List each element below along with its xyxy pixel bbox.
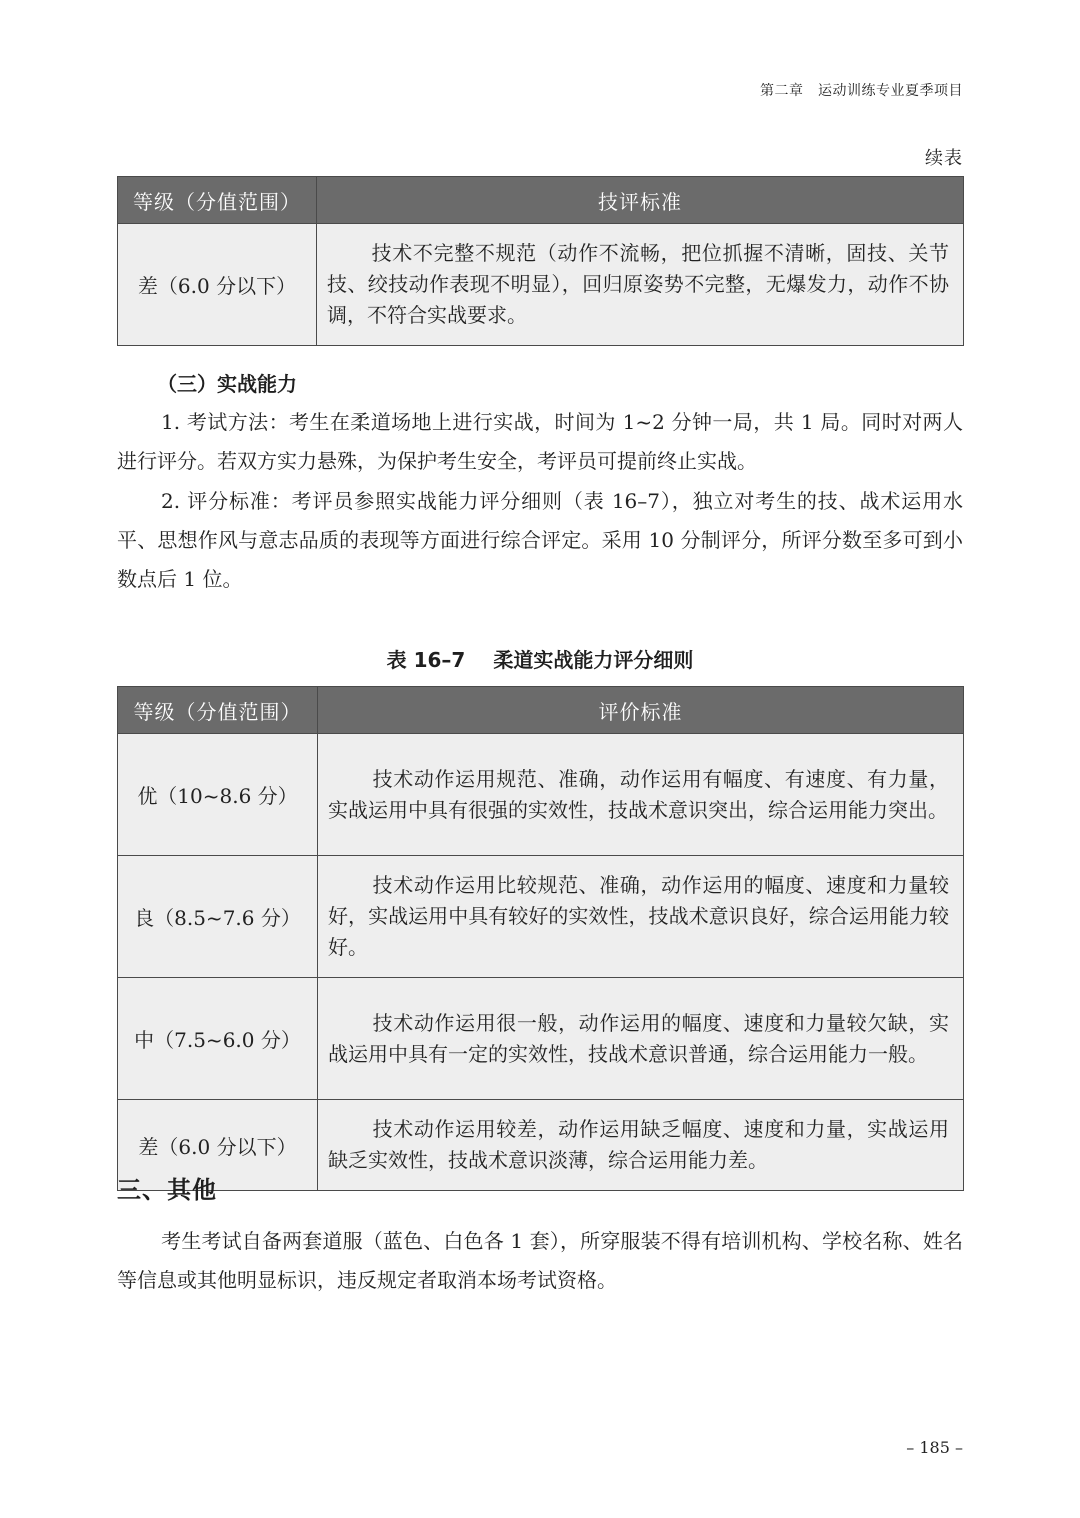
criteria-text: 技术动作运用很一般，动作运用的幅度、速度和力量较欠缺，实战运用中具有一定的实效性，技战术意识普通，综合运用能力一般。 [328, 1010, 949, 1066]
table-caption-number: 表 16–7 [386, 648, 466, 672]
table-row [118, 1100, 964, 1191]
criteria-text: 技术动作运用比较规范、准确，动作运用的幅度、速度和力量较好，实战运用中具有较好的实效性，技战术意识良好，综合运用能力较好。 [328, 873, 949, 959]
grade-level-cell: 中（7.5~6.0 分） [118, 978, 318, 1100]
criteria-cell [318, 978, 964, 1100]
table-row [118, 224, 964, 346]
table-row [118, 856, 964, 978]
table-header-row [118, 177, 964, 224]
paragraph-text: 考生考试自备两套道服（蓝色、白色各 1 套），所穿服装不得有培训机构、学校名称、姓名等信息或其他明显标识，违反规定者取消本场考试资格。 [117, 1229, 963, 1292]
paragraph-text: 1. 考试方法：考生在柔道场地上进行实战，时间为 1~2 分钟一局，共 1 局。同时对两人进行评分。若双方实力悬殊，为保护考生安全，考评员可提前终止实战。 [117, 410, 963, 473]
table-caption-title: 柔道实战能力评分细则 [493, 648, 694, 672]
criteria-cell [318, 1100, 964, 1191]
subsection-title-combat: （三）实战能力 [157, 372, 297, 396]
section-title-other: 三、其他 [117, 1175, 217, 1204]
column-header-criteria: 技评标准 [317, 177, 964, 224]
column-header-level: 等级（分值范围） [118, 687, 318, 734]
continued-table-label: 续表 [925, 148, 963, 169]
criteria-text: 技术不完整不规范（动作不流畅，把位抓握不清晰，固技、关节技、绞技动作表现不明显），回归原姿势不完整，无爆发力，动作不协调，不符合实战要求。 [327, 241, 949, 327]
grade-level-cell: 良（8.5~7.6 分） [118, 856, 318, 978]
combat-scoring-table [117, 686, 964, 1191]
criteria-text: 技术动作运用规范、准确，动作运用有幅度、有速度、有力量，实战运用中具有很强的实效性，技战术意识突出，综合运用能力突出。 [328, 766, 949, 822]
grade-level-cell: 差（6.0 分以下） [118, 1100, 318, 1191]
paragraph-scoring-standard [117, 482, 963, 599]
paragraph-uniform-rules [117, 1222, 963, 1300]
continued-criteria-table [117, 176, 964, 346]
grade-level-cell: 优（10~8.6 分） [118, 734, 318, 856]
paragraph-text: 2. 评分标准：考评员参照实战能力评分细则（表 16–7），独立对考生的技、战术运用水平、思想作风与意志品质的表现等方面进行综合评定。采用 10 分制评分，所评分数至多可到小数点后 1 位。 [117, 489, 963, 591]
table-row [118, 734, 964, 856]
table-header-row [118, 687, 964, 734]
criteria-text: 技术动作运用较差，动作运用缺乏幅度、速度和力量，实战运用缺乏实效性，技战术意识淡薄，综合运用能力差。 [328, 1117, 949, 1172]
criteria-cell [318, 856, 964, 978]
criteria-cell [317, 224, 964, 346]
grade-level-cell: 差（6.0 分以下） [118, 224, 317, 346]
table-row [118, 978, 964, 1100]
running-header: 第二章 运动训练专业夏季项目 [760, 83, 963, 99]
column-header-criteria: 评价标准 [318, 687, 964, 734]
table-caption [0, 644, 1080, 673]
paragraph-exam-method [117, 403, 963, 481]
page-number: – 185 – [906, 1438, 963, 1457]
criteria-cell [318, 734, 964, 856]
column-header-level: 等级（分值范围） [118, 177, 317, 224]
